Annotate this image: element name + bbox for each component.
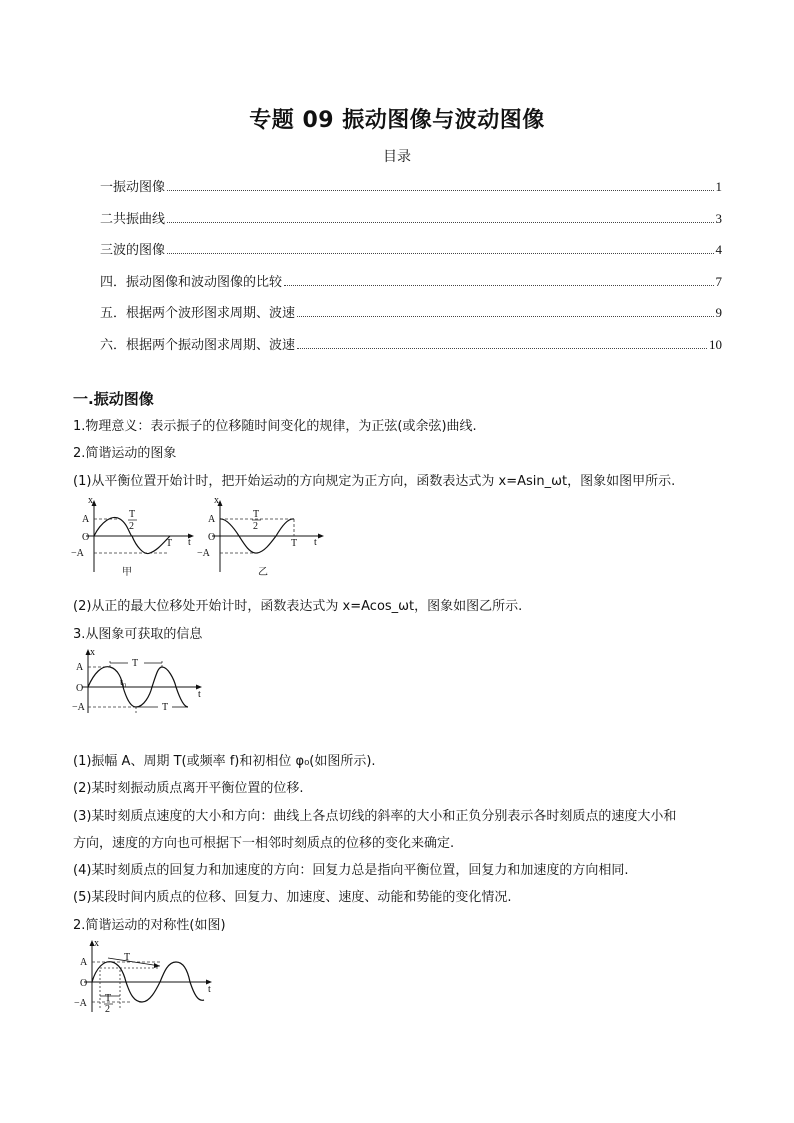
label-period: T bbox=[166, 538, 173, 549]
toc-entry-page: 9 bbox=[715, 305, 722, 321]
figure-sin-cos-graphs bbox=[70, 494, 340, 580]
toc-entry[interactable] bbox=[100, 239, 722, 271]
label-origin: O bbox=[208, 532, 216, 543]
axis-label-t: t bbox=[208, 984, 211, 995]
toc-entry-label: 二共振曲线 bbox=[100, 211, 166, 227]
table-of-contents bbox=[100, 176, 722, 366]
label-period: T bbox=[124, 952, 131, 963]
label-half-period-denominator: 2 bbox=[105, 1004, 110, 1014]
label-half-period-denominator: 2 bbox=[129, 521, 134, 532]
toc-heading: 目录 bbox=[383, 149, 411, 165]
toc-entry-label: 五．根据两个波形图求周期、波速 bbox=[100, 306, 296, 322]
axis-label-t: t bbox=[314, 537, 317, 548]
toc-entry[interactable] bbox=[100, 176, 722, 208]
figure-graph-information bbox=[72, 647, 208, 715]
paragraph: (4)某时刻质点的回复力和加速度的方向：回复力总是指向平衡位置，回复力和加速度的方向相同. bbox=[73, 863, 629, 878]
toc-entry[interactable] bbox=[100, 302, 722, 334]
label-amplitude: A bbox=[82, 514, 90, 525]
figure-caption: 乙 bbox=[258, 567, 268, 578]
label-amplitude: A bbox=[76, 662, 84, 673]
axis-label-t: t bbox=[198, 689, 201, 700]
toc-entry-page: 4 bbox=[715, 242, 722, 258]
toc-leader-dots bbox=[167, 189, 713, 191]
label-half-period-numerator: T bbox=[105, 993, 112, 1004]
toc-entry[interactable] bbox=[100, 208, 722, 240]
label-half-period-denominator: 2 bbox=[253, 521, 258, 532]
label-period-top: T bbox=[132, 658, 139, 669]
figure-symmetry bbox=[72, 938, 222, 1014]
label-half-period-numerator: T bbox=[129, 509, 136, 520]
label-period: T bbox=[291, 538, 298, 549]
label-origin: O bbox=[82, 532, 90, 543]
axis-label-x: x bbox=[90, 647, 95, 658]
toc-leader-dots bbox=[167, 252, 713, 254]
paragraph: (1)从平衡位置开始计时，把开始运动的方向规定为正方向，函数表达式为 x=Asin_ωt，图象如图甲所示. bbox=[73, 474, 676, 489]
paragraph: (2)某时刻振动质点离开平衡位置的位移. bbox=[73, 781, 304, 796]
label-negative-amplitude: −A bbox=[197, 548, 210, 559]
paragraph: 2.简谐运动的对称性(如图) bbox=[73, 918, 226, 933]
paragraph: (3)某时刻质点速度的大小和方向：曲线上各点切线的斜率的大小和正负分别表示各时刻质点的速度大小和 bbox=[73, 809, 677, 824]
toc-entry-page: 10 bbox=[709, 336, 722, 352]
label-origin: O bbox=[80, 978, 88, 989]
label-negative-amplitude: −A bbox=[74, 998, 87, 1009]
toc-leader-dots bbox=[297, 347, 707, 349]
toc-entry-page: 7 bbox=[715, 273, 722, 289]
toc-entry-page: 3 bbox=[715, 210, 722, 226]
page-title: 专题 09 振动图像与波动图像 bbox=[249, 108, 545, 133]
paragraph: 3.从图象可获取的信息 bbox=[73, 627, 203, 642]
toc-entry-label: 一振动图像 bbox=[100, 180, 166, 195]
paragraph: 1.物理意义：表示振子的位移随时间变化的规律，为正弦(或余弦)曲线. bbox=[73, 419, 477, 434]
graph-cosine bbox=[197, 495, 324, 578]
paragraph: (5)某段时间内质点的位移、回复力、加速度、速度、动能和势能的变化情况. bbox=[73, 890, 512, 905]
paragraph: (2)从正的最大位移处开始计时，函数表达式为 x=Acos_ωt，图象如图乙所示. bbox=[73, 599, 523, 614]
axis-label-t: t bbox=[188, 537, 191, 548]
figure-caption: 甲 bbox=[122, 567, 132, 578]
label-negative-amplitude: −A bbox=[72, 702, 85, 713]
section-heading: 一.振动图像 bbox=[73, 390, 154, 408]
toc-entry[interactable] bbox=[100, 271, 722, 303]
toc-entry-label: 四．振动图像和波动图像的比较 bbox=[100, 274, 283, 290]
label-t0: t₀ bbox=[120, 677, 127, 688]
label-amplitude: A bbox=[208, 514, 216, 525]
axis-label-x: x bbox=[214, 495, 219, 506]
toc-entry-label: 六．根据两个振动图求周期、波速 bbox=[100, 337, 296, 353]
toc-entry[interactable] bbox=[100, 334, 722, 366]
label-origin: O bbox=[76, 683, 84, 694]
label-period-bottom: T bbox=[162, 702, 169, 713]
toc-entry-label: 三波的图像 bbox=[100, 243, 166, 259]
graph-sine bbox=[71, 495, 194, 578]
t-axis-arrow bbox=[318, 534, 324, 539]
toc-leader-dots bbox=[167, 221, 713, 223]
toc-entry-page: 1 bbox=[715, 179, 722, 194]
toc-leader-dots bbox=[297, 315, 713, 317]
paragraph: 2.简谐运动的图象 bbox=[73, 446, 177, 461]
label-half-period-numerator: T bbox=[253, 509, 260, 520]
label-amplitude: A bbox=[80, 957, 88, 968]
paragraph: 方向，速度的方向也可根据下一相邻时刻质点的位移的变化来确定. bbox=[73, 836, 455, 851]
axis-label-x: x bbox=[88, 495, 93, 506]
paragraph: (1)振幅 A、周期 T(或频率 f)和初相位 φ₀(如图所示). bbox=[73, 754, 376, 769]
label-negative-amplitude: −A bbox=[71, 548, 84, 559]
toc-leader-dots bbox=[284, 284, 713, 286]
axis-label-x: x bbox=[94, 938, 99, 949]
